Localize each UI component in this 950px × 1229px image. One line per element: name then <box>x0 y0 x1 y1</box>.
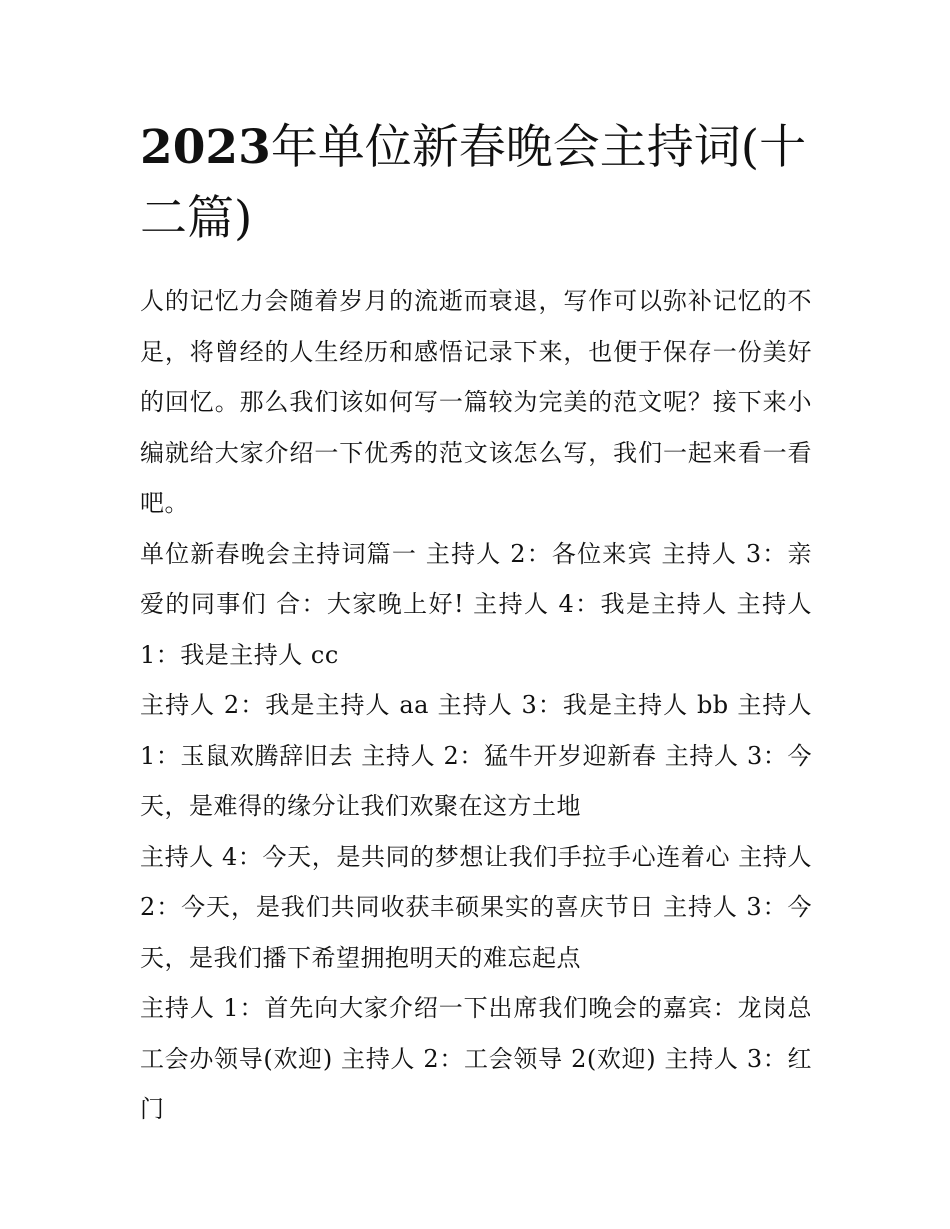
paragraph-host-today: 主持人 4：今天，是共同的梦想让我们手拉手心连着心 主持人 2：今天，是我们共同收获丰硕果实的喜庆节日 主持人 3：今天，是我们播下希望拥抱明天的难忘起点 <box>140 842 812 972</box>
title-year: 2023 <box>140 120 271 175</box>
document-title <box>140 112 820 254</box>
paragraph-host-names: 主持人 2：我是主持人 aa 主持人 3：我是主持人 bb 主持人 1：玉鼠欢腾辞旧去 主持人 2：猛牛开岁迎新春 主持人 3：今天，是难得的缘分让我们欢聚在这方土地 <box>140 691 812 820</box>
paragraph-intro: 人的记忆力会随着岁月的流逝而衰退，写作可以弥补记忆的不足，将曾经的人生经历和感悟记录下来，也便于保存一份美好的回忆。那么我们该如何写一篇较为完美的范文呢？接下来小编就给大家介绍一下优秀的范文该怎么写，我们一起来看一看吧。 <box>140 287 812 517</box>
paragraph-host-intro: 单位新春晚会主持词篇一 主持人 2：各位来宾 主持人 3：亲爱的同事们 合：大家晚上好! 主持人 4：我是主持人 主持人 1：我是主持人 cc <box>140 539 812 669</box>
title-text: 年单位新春晚会主持词(十二篇) <box>140 120 807 246</box>
paragraph-guests: 主持人 1：首先向大家介绍一下出席我们晚会的嘉宾：龙岗总工会办领导(欢迎) 主持人 2：工会领导 2(欢迎) 主持人 3：红门 <box>140 994 812 1123</box>
document-body <box>140 276 812 1135</box>
